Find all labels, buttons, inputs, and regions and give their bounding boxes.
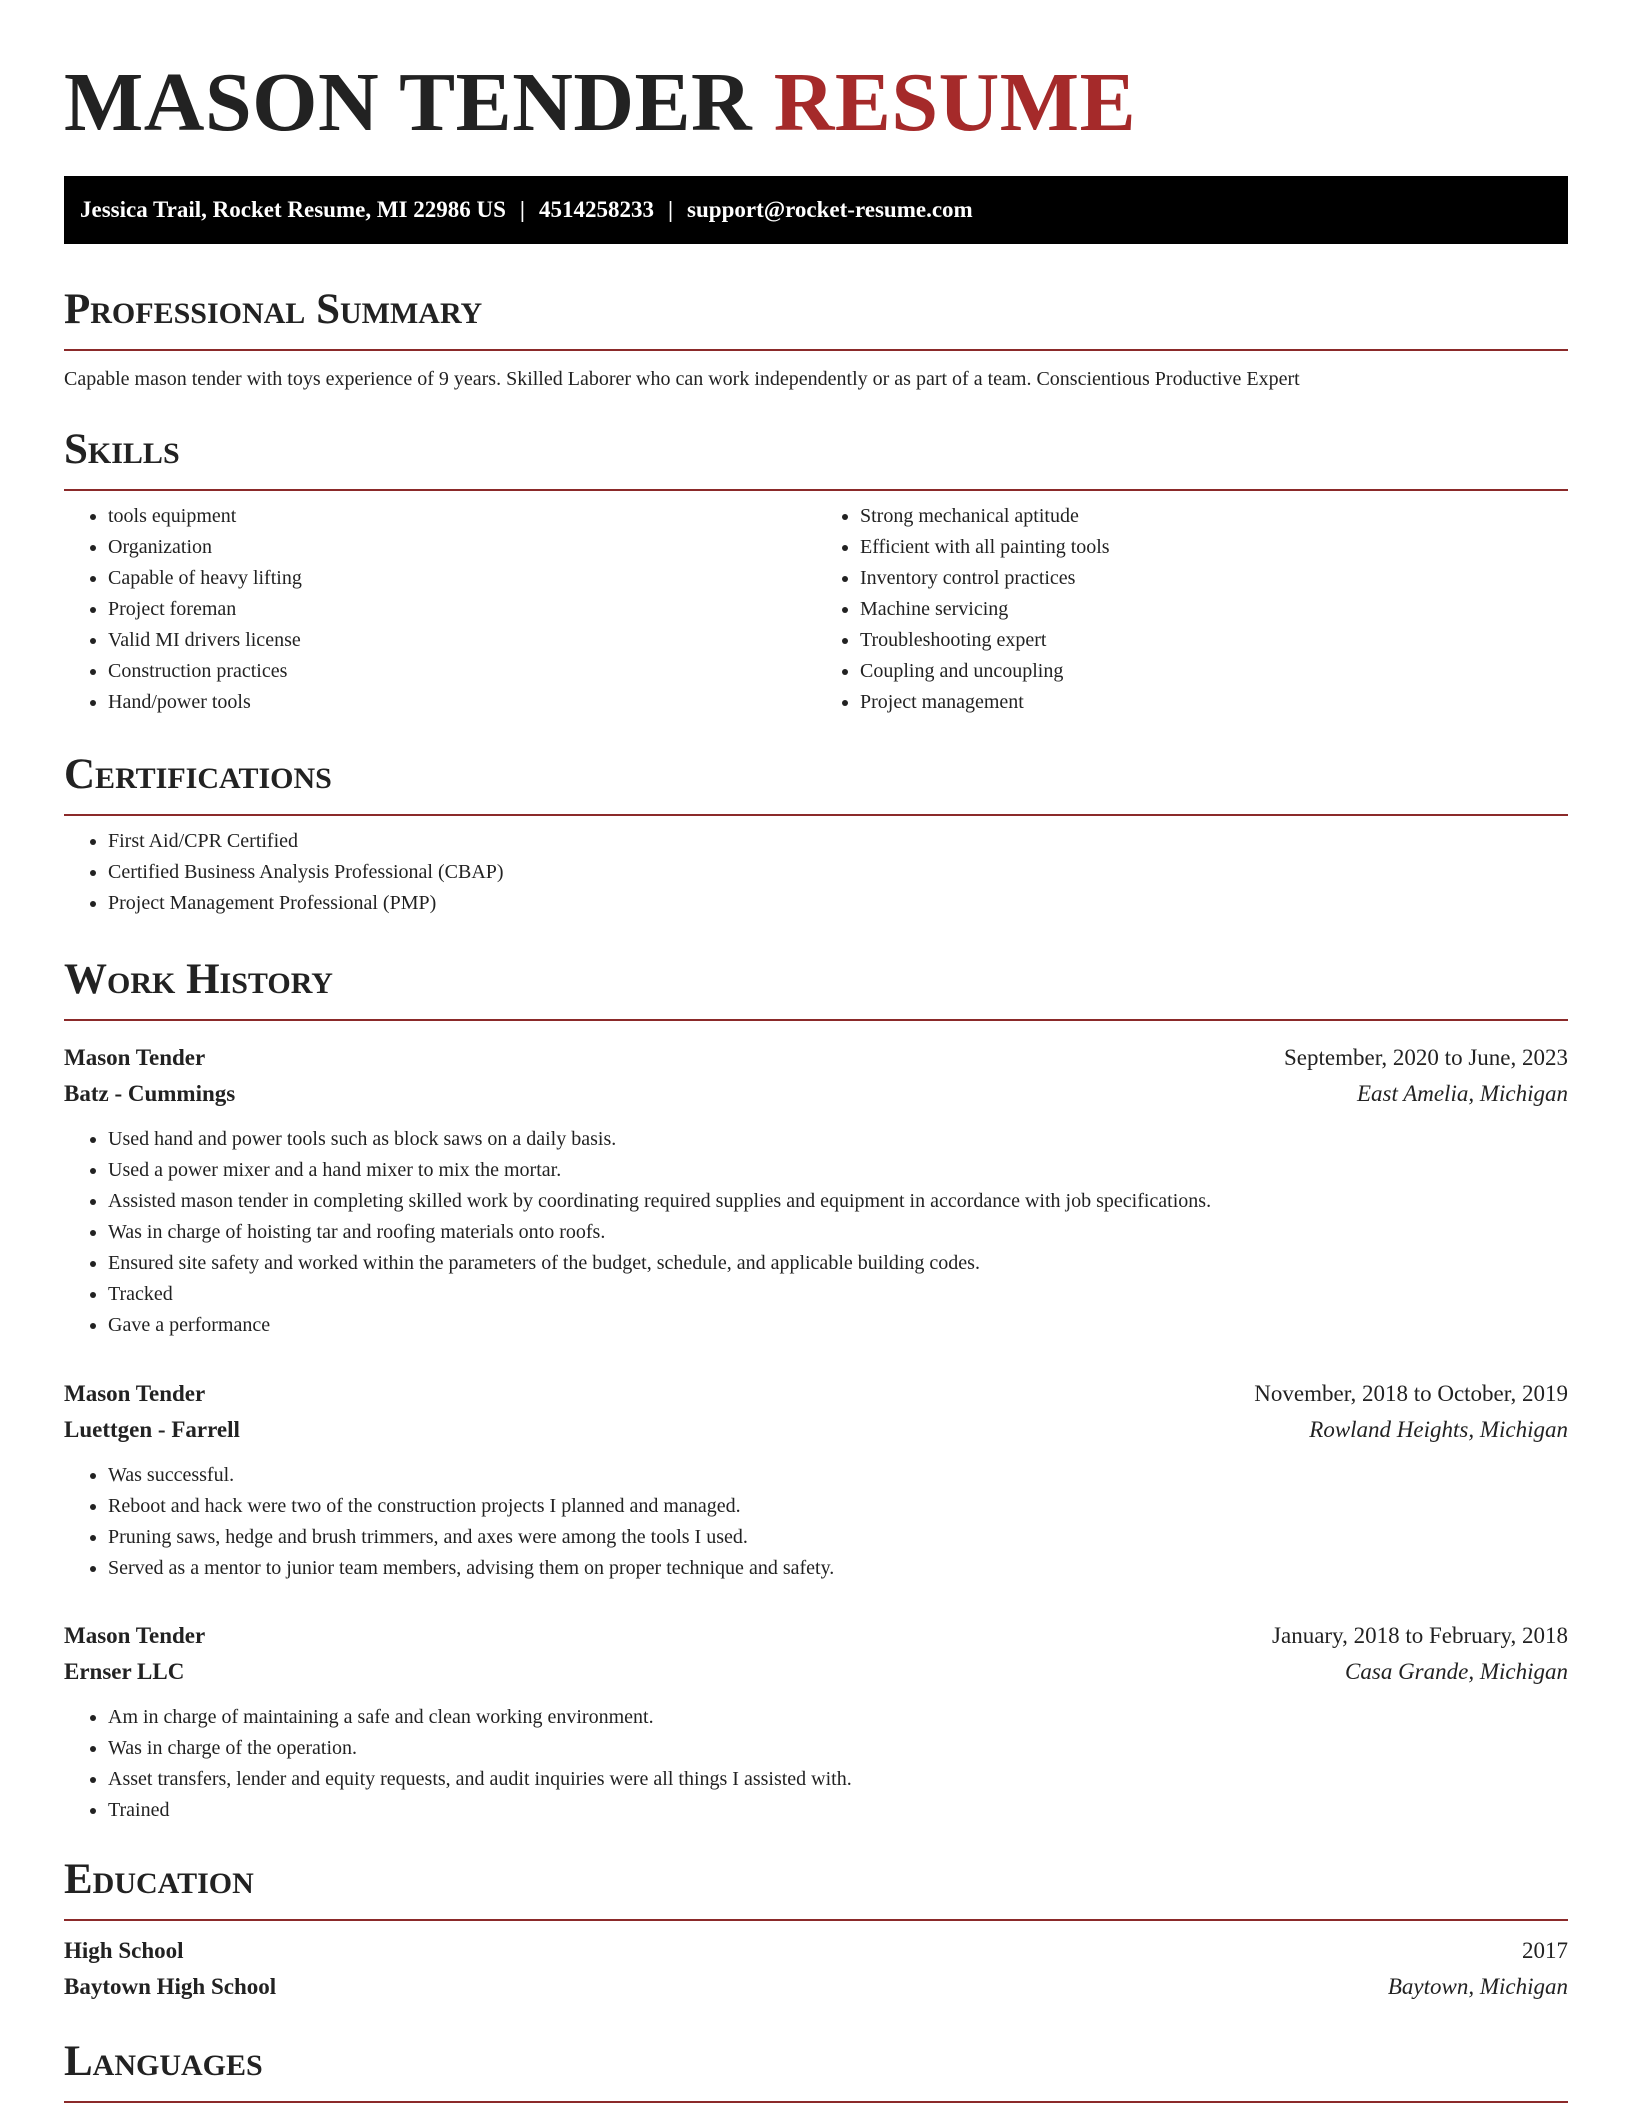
- job-location: East Amelia, Michigan: [1356, 1081, 1568, 1106]
- job-dates: January, 2018 to February, 2018: [1272, 1623, 1568, 1648]
- job-duty: • Gave a performance: [108, 1310, 1568, 1341]
- skill-item: • Inventory control practices: [860, 563, 1568, 594]
- languages-heading: Languages: [64, 2038, 263, 2085]
- job-duty: • Reboot and hack were two of the construction projects I planned and managed.: [108, 1491, 1568, 1522]
- certification-item: • First Aid/CPR Certified: [108, 826, 1568, 857]
- education-school-row: [64, 1969, 1568, 2005]
- section-divider: [64, 2101, 1568, 2103]
- job-header-row: [64, 1618, 1568, 1654]
- contact-separator: |: [667, 197, 674, 222]
- summary-section: [64, 285, 1568, 394]
- job-title: Mason Tender: [64, 1381, 206, 1406]
- job-entry: [64, 1040, 1568, 1341]
- job-duty: • Was successful.: [108, 1460, 1568, 1491]
- work-history-heading: Work History: [64, 956, 333, 1003]
- job-duties-list: [64, 1460, 1568, 1584]
- contact-email[interactable]: support@rocket-resume.com: [687, 197, 973, 222]
- skill-item: • Project foreman: [108, 594, 816, 625]
- skill-item: • Machine servicing: [860, 594, 1568, 625]
- job-duty: • Served as a mentor to junior team members, advising them on proper technique and safety.: [108, 1553, 1568, 1584]
- section-divider: [64, 1919, 1568, 1921]
- job-duty: • Am in charge of maintaining a safe and clean working environment.: [108, 1702, 1568, 1733]
- job-duty: • Used hand and power tools such as block saws on a daily basis.: [108, 1124, 1568, 1155]
- job-title: Mason Tender: [64, 1623, 206, 1648]
- certification-item: • Certified Business Analysis Professional (CBAP): [108, 857, 1568, 888]
- education-location: Baytown, Michigan: [1387, 1974, 1568, 1999]
- section-divider: [64, 814, 1568, 816]
- skill-item: • Valid MI drivers license: [108, 625, 816, 656]
- job-location: Rowland Heights, Michigan: [1309, 1417, 1568, 1442]
- education-school: Baytown High School: [64, 1974, 277, 1999]
- skills-section: [64, 425, 1568, 718]
- contact-address: Jessica Trail, Rocket Resume, MI 22986 US: [80, 197, 506, 222]
- job-entry: [64, 1618, 1568, 1826]
- job-company: Ernser LLC: [64, 1659, 185, 1684]
- education-year: 2017: [1522, 1938, 1568, 1963]
- skills-list-left: [64, 501, 816, 718]
- skill-item: • Strong mechanical aptitude: [860, 501, 1568, 532]
- job-company: Batz - Cummings: [64, 1081, 236, 1106]
- title-accent: RESUME: [773, 56, 1137, 149]
- contact-bar: [64, 176, 1568, 244]
- job-dates: September, 2020 to June, 2023: [1284, 1045, 1568, 1070]
- job-dates: November, 2018 to October, 2019: [1254, 1381, 1568, 1406]
- section-divider: [64, 349, 1568, 351]
- certifications-list: [64, 826, 1568, 919]
- summary-text: Capable mason tender with toys experience of 9 years. Skilled Laborer who can work independently or as part of a team. Conscientious Productive Expert: [64, 368, 1300, 390]
- skills-list-right: [816, 501, 1568, 718]
- summary-heading: Professional Summary: [64, 286, 483, 333]
- skill-item: • Coupling and uncoupling: [860, 656, 1568, 687]
- resume-title: [64, 0, 1568, 148]
- skills-columns: [64, 501, 1568, 718]
- education-header-row: [64, 1933, 1568, 1969]
- skill-item: • Project management: [860, 687, 1568, 718]
- work-history-section: [64, 955, 1568, 1021]
- job-duty: • Pruning saws, hedge and brush trimmers, and axes were among the tools I used.: [108, 1522, 1568, 1553]
- job-title: Mason Tender: [64, 1045, 206, 1070]
- job-duty: • Asset transfers, lender and equity requests, and audit inquiries were all things I assisted with.: [108, 1764, 1568, 1795]
- job-duty: • Trained: [108, 1795, 1568, 1826]
- certifications-heading: Certifications: [64, 751, 332, 798]
- education-section: [64, 1855, 1568, 2005]
- job-duty: • Ensured site safety and worked within the parameters of the budget, schedule, and applicable building codes.: [108, 1248, 1568, 1279]
- job-duties-list: [64, 1124, 1568, 1341]
- skill-item: • Construction practices: [108, 656, 816, 687]
- skill-item: • Organization: [108, 532, 816, 563]
- job-duty: • Assisted mason tender in completing skilled work by coordinating required supplies and equipment in accordance with job specifications.: [108, 1186, 1568, 1217]
- job-header-row: [64, 1040, 1568, 1076]
- section-divider: [64, 1019, 1568, 1021]
- job-location: Casa Grande, Michigan: [1345, 1659, 1568, 1684]
- job-duty: • Was in charge of hoisting tar and roofing materials onto roofs.: [108, 1217, 1568, 1248]
- education-degree: High School: [64, 1938, 184, 1963]
- skill-item: • Capable of heavy lifting: [108, 563, 816, 594]
- job-company-row: [64, 1076, 1568, 1112]
- languages-section: [64, 2037, 1568, 2103]
- section-divider: [64, 489, 1568, 491]
- contact-separator: |: [519, 197, 525, 222]
- skill-item: • Troubleshooting expert: [860, 625, 1568, 656]
- contact-phone[interactable]: 4514258233: [538, 197, 654, 222]
- job-company-row: [64, 1412, 1568, 1448]
- job-header-row: [64, 1376, 1568, 1412]
- certifications-section: [64, 750, 1568, 919]
- title-main: MASON TENDER: [64, 56, 753, 149]
- skill-item: • Hand/power tools: [108, 687, 816, 718]
- job-company: Luettgen - Farrell: [64, 1417, 240, 1442]
- skill-item: • Efficient with all painting tools: [860, 532, 1568, 563]
- job-duty: • Used a power mixer and a hand mixer to mix the mortar.: [108, 1155, 1568, 1186]
- certification-item: • Project Management Professional (PMP): [108, 888, 1568, 919]
- job-company-row: [64, 1654, 1568, 1690]
- job-duties-list: [64, 1702, 1568, 1826]
- skills-heading: Skills: [64, 426, 180, 473]
- job-duty: • Was in charge of the operation.: [108, 1733, 1568, 1764]
- job-entry: [64, 1376, 1568, 1584]
- education-heading: Education: [64, 1856, 254, 1903]
- skill-item: • tools equipment: [108, 501, 816, 532]
- job-duty: • Tracked: [108, 1279, 1568, 1310]
